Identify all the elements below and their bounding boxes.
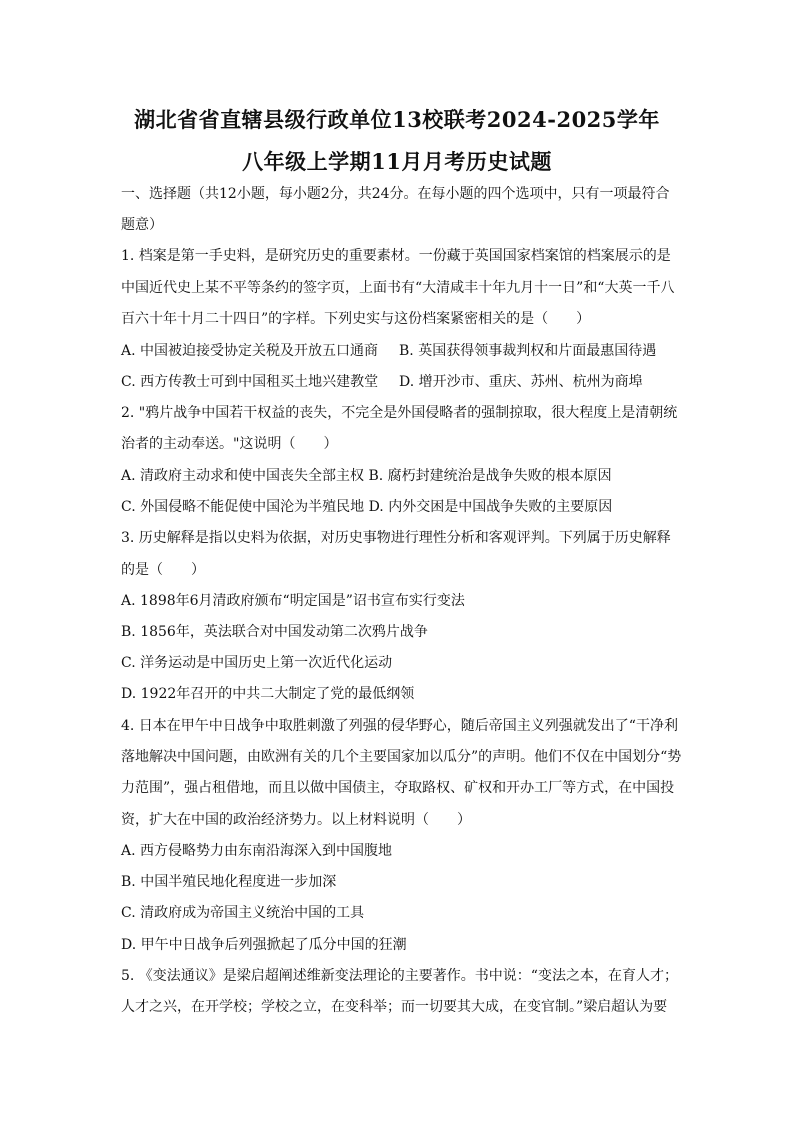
section-instructions-line1: 一、选择题（共12小题，每小题2分，共24分。在每小题的四个选项中，只有一项最符合 <box>121 186 670 202</box>
q4-stem-line3: 力范围”，强占租借地，而且以做中国债主，夺取路权、矿权和开办工厂等方式，在中国投 <box>121 780 675 796</box>
q1-stem-line1: 1. 档案是第一手史料，是研究历史的重要素材。一份藏于英国国家档案馆的档案展示的是 <box>121 248 671 264</box>
q4-option-c: C. 清政府成为帝国主义统治中国的工具 <box>121 905 365 921</box>
section-instructions-line2: 题意） <box>121 217 163 233</box>
q3-stem-line2: 的是（ ） <box>121 562 205 578</box>
q5-stem-line1: 5. 《变法通议》是梁启超阐述维新变法理论的主要著作。书中说：“变法之本，在育人才； <box>121 968 678 984</box>
q3-option-a: A. 1898年6月清政府颁布“明定国是”诏书宣布实行变法 <box>121 593 465 609</box>
q1-option-b: B. 英国获得领事裁判权和片面最惠国待遇 <box>399 343 657 359</box>
q1-option-a: A. 中国被迫接受协定关税及开放五口通商 <box>121 343 379 359</box>
q2-stem-line2: 治者的主动奉送。"这说明（ ） <box>121 436 338 452</box>
q4-option-b: B. 中国半殖民地化程度进一步加深 <box>121 874 337 890</box>
q1-stem-line3: 百六十年十月二十四日”的字样。下列史实与这份档案紧密相关的是（ ） <box>121 311 591 327</box>
q1-option-c: C. 西方传教士可到中国租买土地兴建教堂 <box>121 374 379 390</box>
q3-stem-line1: 3. 历史解释是指以史料为依据，对历史事物进行理性分析和客观评判。下列属于历史解释 <box>121 530 671 546</box>
q4-stem-line2: 落地解决中国问题，由欧洲有关的几个主要国家加以瓜分”的声明。他们不仅在中国划分“势 <box>121 749 682 765</box>
q1-stem-line2: 中国近代史上某不平等条约的签字页，上面书有“大清咸丰十年九月十一日”和“大英一千八 <box>121 280 675 296</box>
q3-option-b: B. 1856年，英法联合对中国发动第二次鸦片战争 <box>121 624 428 640</box>
q1-option-d: D. 增开沙市、重庆、苏州、杭州为商埠 <box>399 374 643 390</box>
q2-stem-line1: 2. "鸦片战争中国若干权益的丧失，不完全是外国侵略者的强制掠取，很大程度上是清朝统 <box>121 405 678 421</box>
exam-title-line1: 湖北省省直辖县级行政单位13校联考2024-2025学年 <box>134 107 660 132</box>
q2-options-cd: C. 外国侵略不能促使中国沦为半殖民地 D. 内外交困是中国战争失败的主要原因 <box>121 499 613 515</box>
q3-option-c: C. 洋务运动是中国历史上第一次近代化运动 <box>121 655 393 671</box>
q5-stem-line2: 人才之兴，在开学校；学校之立，在变科举；而一切要其大成，在变官制。”梁启超认为要 <box>121 999 668 1015</box>
q1-options-ab <box>121 341 681 361</box>
q4-stem-line4: 资，扩大在中国的政治经济势力。以上材料说明（ ） <box>121 812 471 828</box>
exam-title-line2: 八年级上学期11月月考历史试题 <box>242 149 552 174</box>
q3-option-d: D. 1922年召开的中共二大制定了党的最低纲领 <box>121 686 415 702</box>
q1-options-cd <box>121 372 681 392</box>
q2-options-ab: A. 清政府主动求和使中国丧失全部主权 B. 腐朽封建统治是战争失败的根本原因 <box>121 468 612 484</box>
q4-option-d: D. 甲午中日战争后列强掀起了瓜分中国的狂潮 <box>121 937 407 953</box>
q4-stem-line1: 4. 日本在甲午中日战争中取胜刺激了列强的侵华野心，随后帝国主义列强就发出了“干净利 <box>121 718 678 734</box>
q4-option-a: A. 西方侵略势力由东南沿海深入到中国腹地 <box>121 843 393 859</box>
